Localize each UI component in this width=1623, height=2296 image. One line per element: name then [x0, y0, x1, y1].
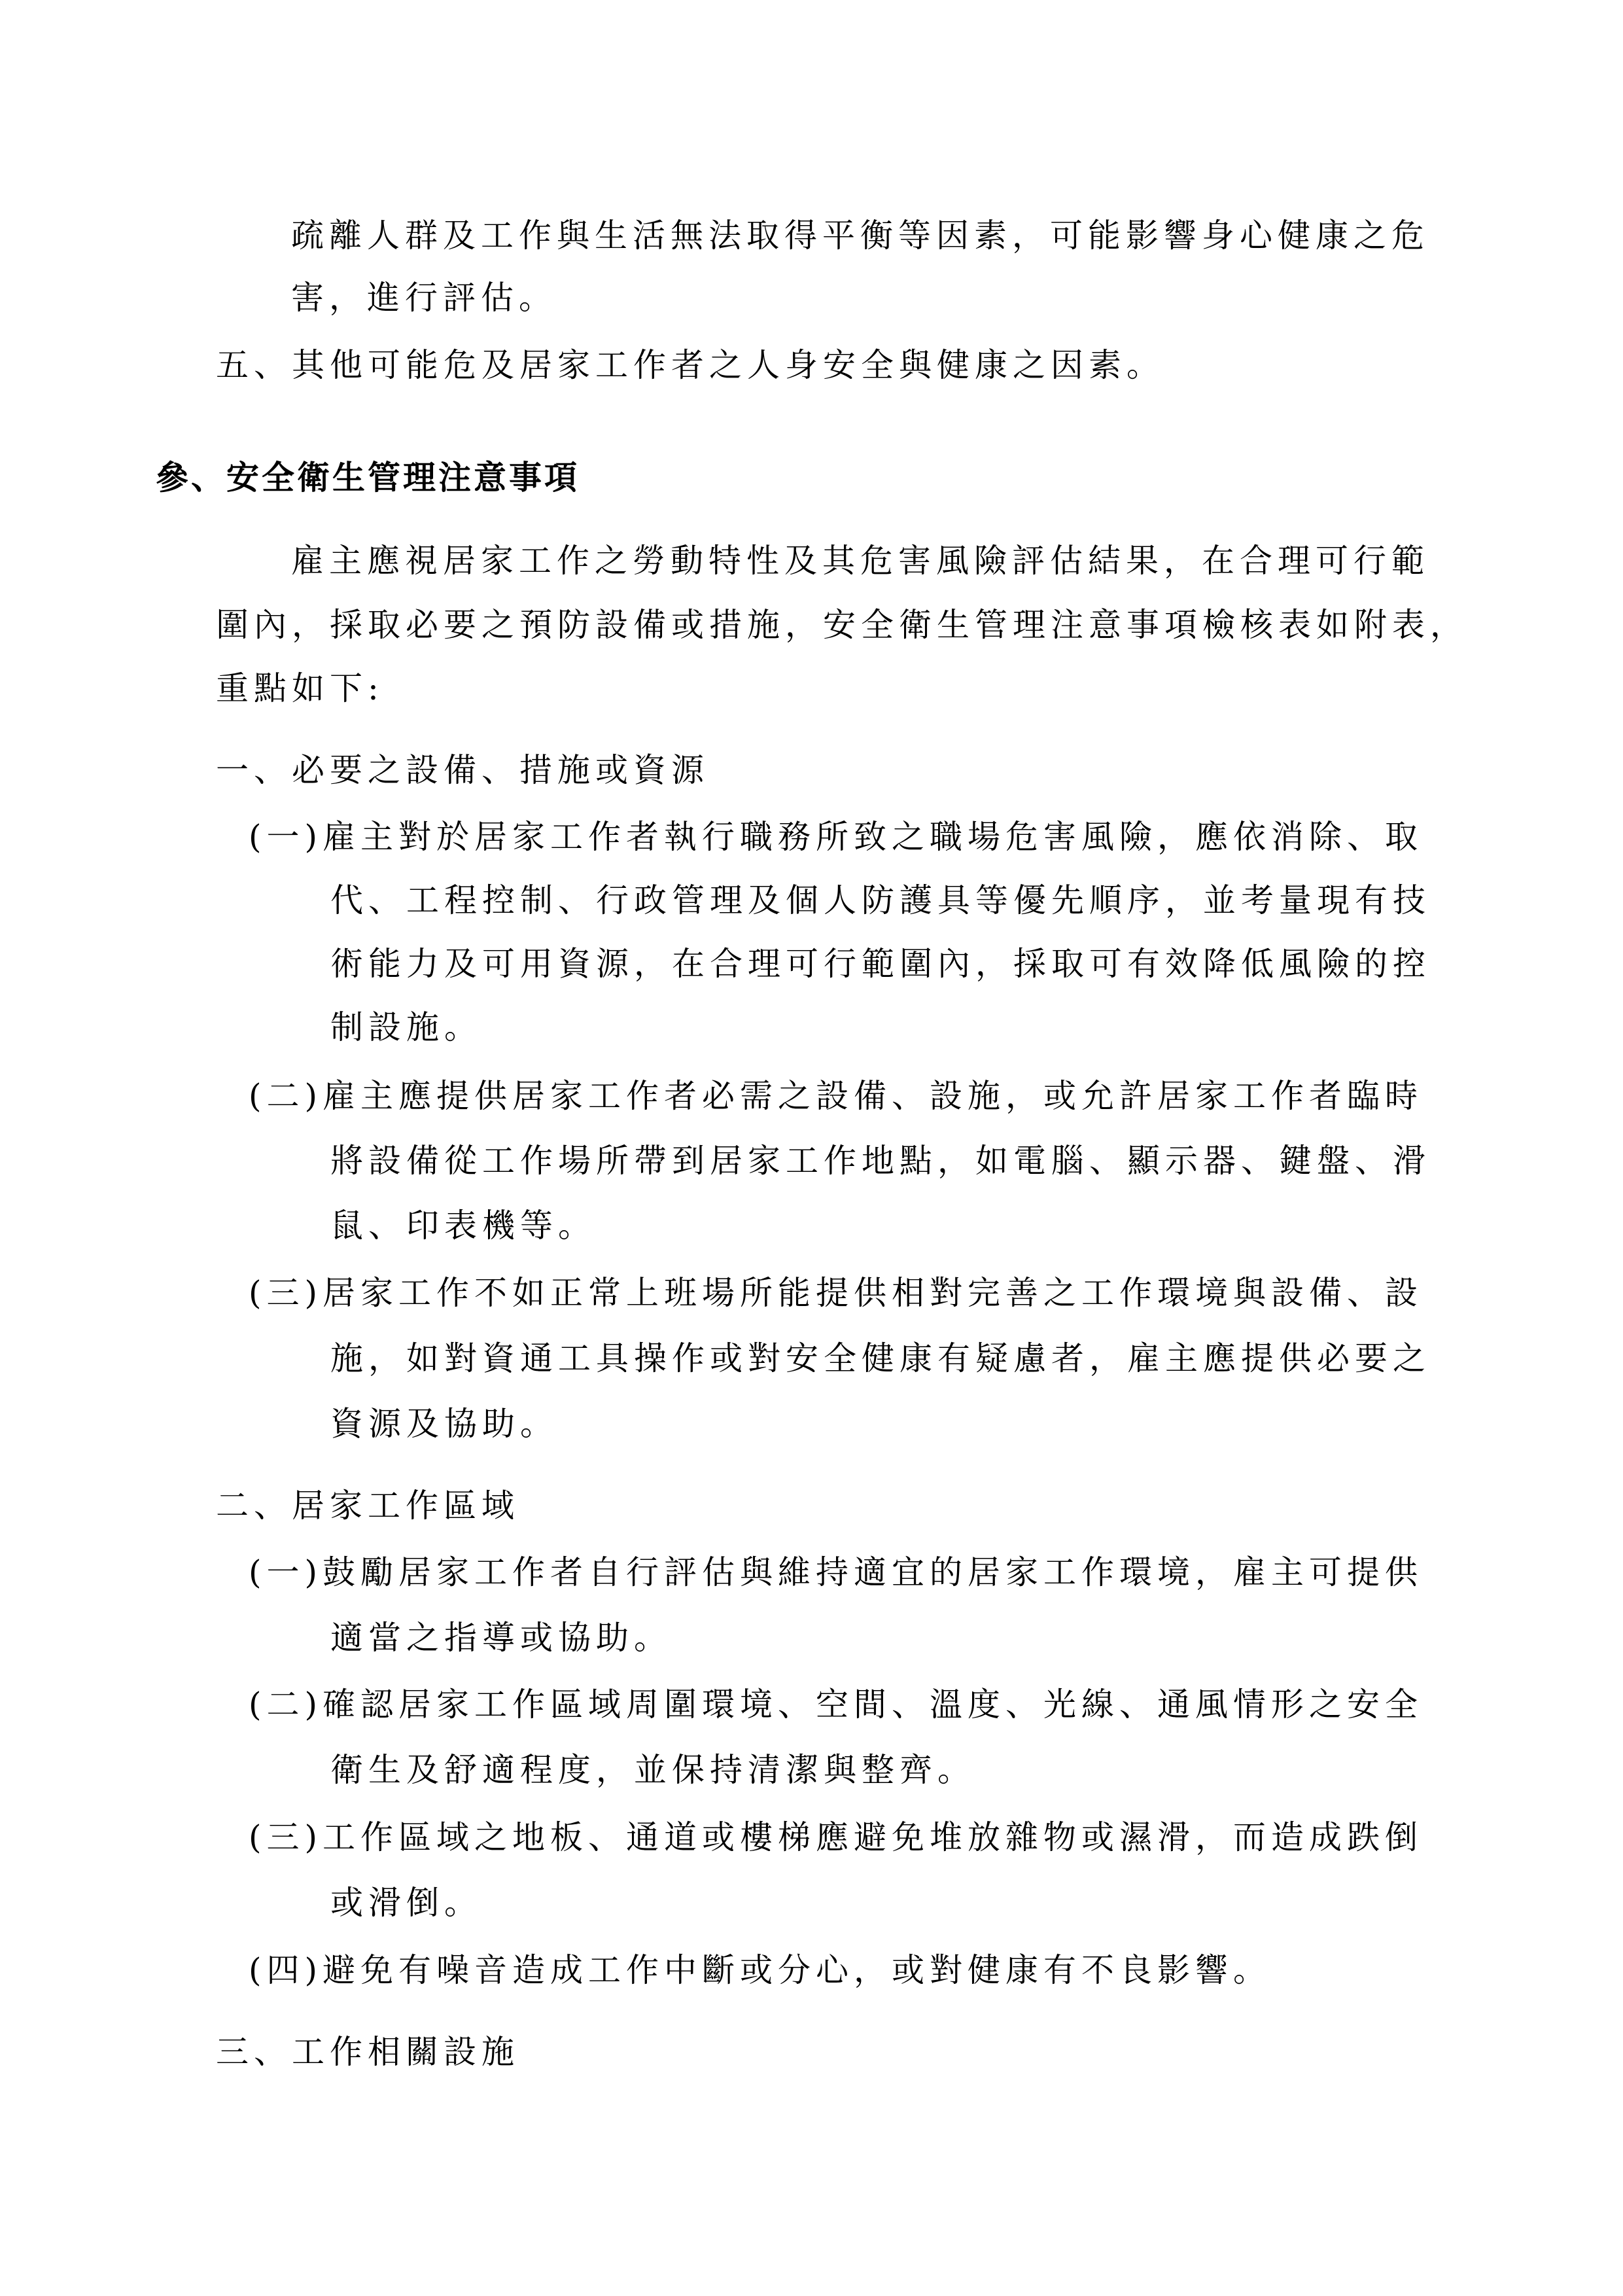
part-one-sub-three-line-1: (三)居家工作不如正常上班場所能提供相對完善之工作環境與設備、設 — [249, 1274, 1423, 1312]
part-two-sub-three-line-1: (三)工作區域之地板、通道或樓梯應避免堆放雜物或濕滑，而造成跌倒 — [249, 1818, 1423, 1856]
section-paragraph-line-3: 重點如下: — [216, 669, 384, 707]
intro-continuation-line-2: 害，進行評估。 — [291, 279, 557, 317]
part-one-sub-one-line-2: 代、工程控制、行政管理及個人防護具等優先順序，並考量現有技 — [330, 881, 1431, 919]
part-one-sub-three-line-3: 資源及協助。 — [330, 1405, 558, 1443]
item-five: 五、其他可能危及居家工作者之人身安全與健康之因素。 — [216, 346, 1164, 384]
part-one-sub-two-line-1: (二)雇主應提供居家工作者必需之設備、設施，或允許居家工作者臨時 — [249, 1077, 1423, 1115]
part-one-sub-three-line-2: 施，如對資通工具操作或對安全健康有疑慮者，雇主應提供必要之 — [330, 1339, 1431, 1377]
intro-continuation-line-1: 疏離人群及工作與生活無法取得平衡等因素，可能影響身心健康之危 — [291, 217, 1429, 255]
part-one-sub-one-line-3: 術能力及可用資源，在合理可行範圍內，採取可有效降低風險的控 — [330, 945, 1431, 983]
part-one-title: 一、必要之設備、措施或資源 — [216, 751, 709, 789]
part-one-sub-one-line-1: (一)雇主對於居家工作者執行職務所致之職場危害風險，應依消除、取 — [249, 818, 1423, 856]
part-two-title: 二、居家工作區域 — [216, 1487, 519, 1525]
part-two-sub-four-line-1: (四)避免有噪音造成工作中斷或分心，或對健康有不良影響。 — [249, 1951, 1272, 1989]
part-two-sub-two-line-2: 衛生及舒適程度，並保持清潔與整齊。 — [330, 1751, 975, 1789]
section-paragraph-line-2: 圍內，採取必要之預防設備或措施，安全衛生管理注意事項檢核表如附表， — [216, 606, 1468, 644]
part-two-sub-one-line-1: (一)鼓勵居家工作者自行評估與維持適宜的居家工作環境，雇主可提供 — [249, 1553, 1423, 1591]
part-two-sub-one-line-2: 適當之指導或協助。 — [330, 1619, 672, 1657]
section-paragraph-line-1: 雇主應視居家工作之勞動特性及其危害風險評估結果，在合理可行範 — [291, 542, 1429, 580]
section-heading: 參、安全衛生管理注意事項 — [156, 459, 580, 497]
part-two-sub-three-line-2: 或滑倒。 — [330, 1884, 482, 1922]
part-one-sub-one-line-4: 制設施。 — [330, 1008, 482, 1046]
part-two-sub-two-line-1: (二)確認居家工作區域周圍環境、空間、溫度、光線、通風情形之安全 — [249, 1686, 1423, 1723]
part-one-sub-two-line-3: 鼠、印表機等。 — [330, 1207, 596, 1245]
part-three-title: 三、工作相關設施 — [216, 2033, 519, 2071]
part-one-sub-two-line-2: 將設備從工作場所帶到居家工作地點，如電腦、顯示器、鍵盤、滑 — [330, 1142, 1431, 1180]
